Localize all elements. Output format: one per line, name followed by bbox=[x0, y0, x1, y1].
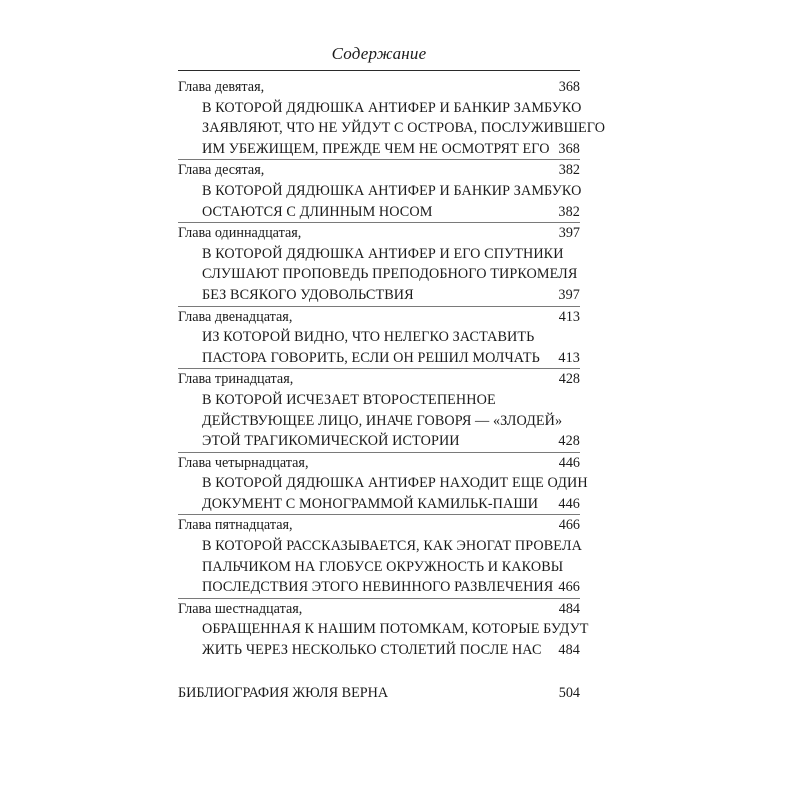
toc-subtitle-line bbox=[178, 181, 580, 202]
toc-chapter-entry[interactable] bbox=[178, 223, 580, 244]
table-of-contents bbox=[178, 77, 606, 661]
toc-subtitle-line bbox=[178, 264, 580, 285]
toc-subtitle-text: В КОТОРОЙ ДЯДЮШКА АНТИФЕР И ЕГО СПУТНИКИ bbox=[202, 245, 564, 262]
toc-chapter-label: Глава одиннадцатая, bbox=[178, 225, 302, 242]
toc-chapter-entry[interactable] bbox=[178, 307, 580, 328]
toc-page-number: 428 bbox=[558, 371, 580, 388]
toc-page-number: 446 bbox=[558, 495, 580, 512]
toc-page-number: 504 bbox=[558, 684, 580, 701]
toc-page-number: 484 bbox=[558, 642, 580, 659]
toc-subtitle-line bbox=[178, 348, 580, 369]
toc-chapter-entry[interactable] bbox=[178, 160, 580, 181]
toc-page-number: 397 bbox=[558, 286, 580, 303]
toc-entry-bibliography[interactable] bbox=[178, 683, 580, 704]
toc-subtitle-text: ДОКУМЕНТ С МОНОГРАММОЙ КАМИЛЬК-ПАШИ bbox=[202, 495, 539, 512]
toc-page-number: 382 bbox=[558, 162, 580, 179]
toc-subtitle-line bbox=[178, 557, 580, 578]
toc-subtitle-line bbox=[178, 118, 606, 139]
page-title: Содержание bbox=[331, 44, 427, 63]
toc-subtitle-line bbox=[178, 98, 580, 119]
toc-subtitle-text: ЖИТЬ ЧЕРЕЗ НЕСКОЛЬКО СТОЛЕТИЙ ПОСЛЕ НАС bbox=[202, 642, 542, 659]
toc-chapter-group bbox=[178, 77, 606, 160]
toc-chapter-group bbox=[178, 160, 580, 223]
toc-subtitle-text: ЗАЯВЛЯЮТ, ЧТО НЕ УЙДУТ С ОСТРОВА, ПОСЛУЖИВШЕГО bbox=[202, 120, 606, 137]
toc-page-number: 368 bbox=[558, 140, 580, 157]
header-rule bbox=[178, 70, 580, 71]
toc-chapter-group bbox=[178, 515, 580, 598]
toc-subtitle-text: В КОТОРОЙ ДЯДЮШКА АНТИФЕР И БАНКИР ЗАМБУКО bbox=[202, 182, 582, 199]
toc-subtitle-text: В КОТОРОЙ РАССКАЗЫВАЕТСЯ, КАК ЭНОГАТ ПРОВЕЛА bbox=[202, 538, 582, 555]
toc-chapter-label: Глава двенадцатая, bbox=[178, 308, 293, 325]
toc-subtitle-line bbox=[178, 139, 580, 160]
toc-subtitle-line bbox=[178, 202, 580, 223]
toc-chapter-group bbox=[178, 307, 580, 370]
toc-subtitle-text: ДЕЙСТВУЮЩЕЕ ЛИЦО, ИНАЧЕ ГОВОРЯ — «ЗЛОДЕЙ» bbox=[202, 412, 563, 429]
toc-subtitle-text: ЭТОЙ ТРАГИКОМИЧЕСКОЙ ИСТОРИИ bbox=[202, 433, 460, 450]
toc-page-number: 397 bbox=[558, 225, 580, 242]
toc-subtitle-text: ПАСТОРА ГОВОРИТЬ, ЕСЛИ ОН РЕШИЛ МОЛЧАТЬ bbox=[202, 349, 540, 366]
toc-subtitle-text: В КОТОРОЙ ДЯДЮШКА АНТИФЕР НАХОДИТ ЕЩЕ ОДИН bbox=[202, 475, 588, 492]
toc-subtitle-line bbox=[178, 285, 580, 306]
toc-entry-label: БИБЛИОГРАФИЯ ЖЮЛЯ ВЕРНА bbox=[178, 684, 389, 701]
toc-subtitle-text: ИМ УБЕЖИЩЕМ, ПРЕЖДЕ ЧЕМ НЕ ОСМОТРЯТ ЕГО bbox=[202, 140, 550, 157]
toc-chapter-label: Глава девятая, bbox=[178, 79, 265, 95]
toc-chapter-group bbox=[178, 223, 580, 306]
toc-chapter-group bbox=[178, 453, 588, 516]
toc-page-number: 413 bbox=[558, 349, 580, 366]
toc-chapter-label: Глава тринадцатая, bbox=[178, 371, 294, 388]
toc-subtitle-text: В КОТОРОЙ ДЯДЮШКА АНТИФЕР И БАНКИР ЗАМБУКО bbox=[202, 99, 582, 116]
toc-subtitle-line bbox=[178, 536, 580, 557]
toc-chapter-label: Глава пятнадцатая, bbox=[178, 517, 293, 534]
toc-chapter-entry[interactable] bbox=[178, 453, 580, 474]
toc-subtitle-line bbox=[178, 244, 580, 265]
toc-subtitle-text: ИЗ КОТОРОЙ ВИДНО, ЧТО НЕЛЕГКО ЗАСТАВИТЬ bbox=[202, 329, 535, 346]
toc-chapter-entry[interactable] bbox=[178, 515, 580, 536]
toc-subtitle-line bbox=[178, 327, 580, 348]
toc-page-number: 368 bbox=[558, 79, 580, 95]
toc-page-number: 446 bbox=[558, 454, 580, 471]
toc-subtitle-line bbox=[178, 431, 580, 452]
toc-subtitle-line bbox=[178, 619, 589, 640]
toc-chapter-group bbox=[178, 369, 580, 452]
toc-subtitle-text: ПАЛЬЧИКОМ НА ГЛОБУСЕ ОКРУЖНОСТЬ И КАКОВЫ bbox=[202, 558, 564, 575]
toc-subtitle-line bbox=[178, 494, 580, 515]
toc-subtitle-line bbox=[178, 411, 580, 432]
toc-subtitle-line bbox=[178, 640, 580, 661]
toc-subtitle-text: СЛУШАЮТ ПРОПОВЕДЬ ПРЕПОДОБНОГО ТИРКОМЕЛЯ bbox=[202, 266, 578, 283]
toc-chapter-group bbox=[178, 599, 589, 661]
toc-subtitle-text: ОСТАЮТСЯ С ДЛИННЫМ НОСОМ bbox=[202, 203, 433, 220]
toc-page-number: 466 bbox=[558, 579, 580, 596]
toc-chapter-entry[interactable] bbox=[178, 599, 580, 620]
toc-page-number: 466 bbox=[558, 517, 580, 534]
toc-subtitle-line bbox=[178, 577, 580, 598]
contents-page bbox=[178, 40, 606, 703]
toc-chapter-label: Глава шестнадцатая, bbox=[178, 600, 303, 617]
toc-subtitle-text: БЕЗ ВСЯКОГО УДОВОЛЬСТВИЯ bbox=[202, 286, 414, 303]
toc-subtitle-text: ПОСЛЕДСТВИЯ ЭТОГО НЕВИННОГО РАЗВЛЕЧЕНИЯ bbox=[202, 579, 554, 596]
toc-page-number: 484 bbox=[558, 600, 580, 617]
toc-subtitle-line bbox=[178, 390, 580, 411]
toc-chapter-label: Глава четырнадцатая, bbox=[178, 454, 309, 471]
toc-chapter-label: Глава десятая, bbox=[178, 162, 265, 179]
toc-page-number: 382 bbox=[558, 203, 580, 220]
toc-subtitle-text: ОБРАЩЕННАЯ К НАШИМ ПОТОМКАМ, КОТОРЫЕ БУДУТ bbox=[202, 621, 589, 638]
toc-chapter-entry[interactable] bbox=[178, 77, 580, 98]
toc-chapter-entry[interactable] bbox=[178, 369, 580, 390]
toc-page-number: 413 bbox=[558, 308, 580, 325]
toc-page-number: 428 bbox=[558, 433, 580, 450]
toc-subtitle-line bbox=[178, 473, 588, 494]
toc-subtitle-text: В КОТОРОЙ ИСЧЕЗАЕТ ВТОРОСТЕПЕННОЕ bbox=[202, 391, 496, 408]
